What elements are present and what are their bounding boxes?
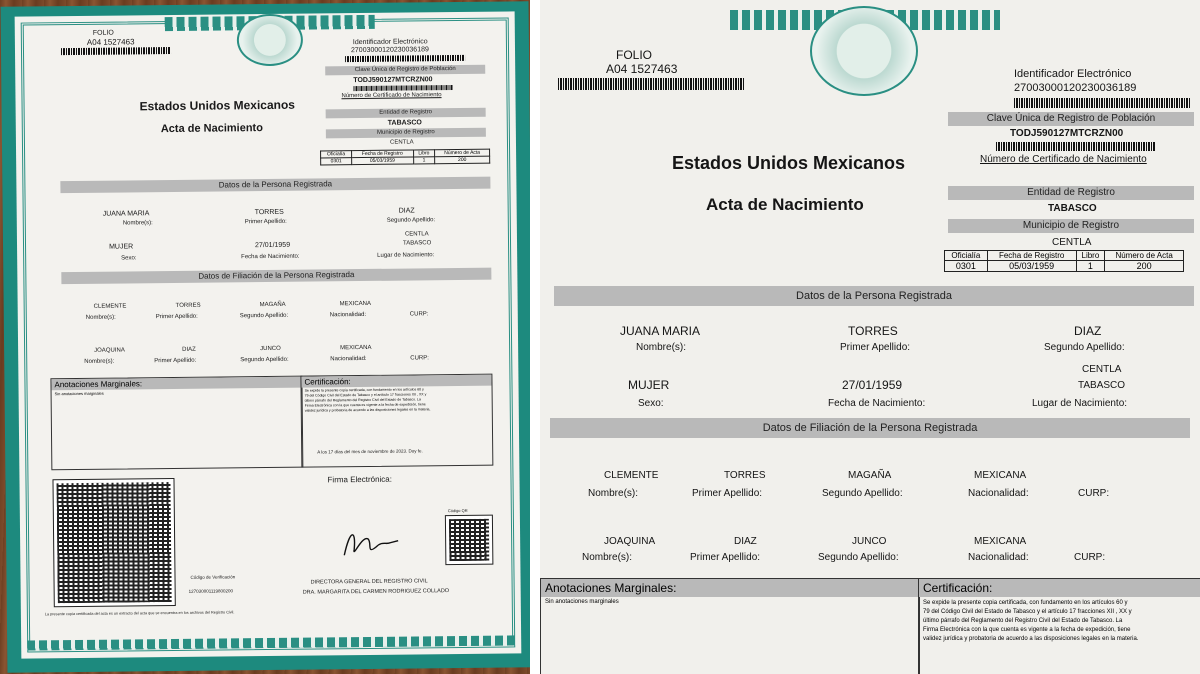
label-fecha: Fecha de Nacimiento: bbox=[241, 253, 300, 261]
section-filiacion-bar: Datos de Filiación de la Persona Registrada bbox=[61, 268, 491, 285]
parent1-label-nacionalidad: Nacionalidad: bbox=[329, 311, 367, 319]
municipio-label-zoom: Municipio de Registro bbox=[948, 219, 1194, 233]
td-numero-acta-zoom: 200 bbox=[1105, 261, 1184, 272]
label-lugar: Lugar de Nacimiento: bbox=[377, 252, 435, 259]
parent1-label-apellido1: Primer Apellido: bbox=[155, 313, 198, 321]
municipio-label: Municipio de Registro bbox=[326, 128, 486, 139]
label-apellido1-zoom: Primer Apellido: bbox=[840, 342, 911, 353]
parent1-nombres-zoom: CLEMENTE bbox=[604, 470, 659, 481]
qr-label: Código QR bbox=[447, 507, 468, 514]
label-sexo: Sexo: bbox=[121, 255, 137, 262]
parent2-apellido1: DIAZ bbox=[182, 346, 196, 353]
td-oficialia: 0301 bbox=[321, 158, 352, 165]
parent1-label-curp: CURP: bbox=[409, 311, 429, 318]
person-sexo-zoom: MUJER bbox=[628, 378, 670, 392]
parent1-label-nacionalidad-zoom: Nacionalidad: bbox=[968, 488, 1029, 499]
folio-label: FOLIO bbox=[92, 29, 114, 37]
th-libro: Libro bbox=[413, 150, 435, 157]
td-libro: 1 bbox=[413, 157, 435, 164]
qr-code-small bbox=[446, 516, 493, 564]
folio-label-zoom: FOLIO bbox=[616, 48, 653, 62]
entidad-value-zoom: TABASCO bbox=[1048, 203, 1097, 214]
curp-barcode bbox=[353, 85, 453, 91]
firma-label: Firma Electrónica: bbox=[327, 474, 393, 485]
person-apellido1-zoom: TORRES bbox=[848, 324, 898, 338]
parent2-label-curp-zoom: CURP: bbox=[1074, 552, 1106, 563]
curp-barcode-zoom bbox=[996, 142, 1156, 151]
folio-number-zoom: A04 1527463 bbox=[606, 62, 678, 76]
birth-certificate-full-view bbox=[1, 1, 536, 672]
parent2-apellido2: JUNCO bbox=[260, 345, 281, 353]
id-number: 27003000120230036189 bbox=[350, 46, 429, 55]
cert-line-2: 79 del Código Civil del Estado de Tabasco y el artículo 17 fracciones XII , XX y bbox=[304, 392, 427, 398]
cert-line-4-zoom: Firma Electrónica con la que cuenta es vigente a la fecha de expedición, tiene bbox=[923, 627, 1131, 633]
cert-line-4: Firma Electrónica con la que cuenta es vigente a la fecha de expedición, tiene bbox=[304, 402, 426, 408]
th-numero-acta-zoom: Número de Acta bbox=[1105, 251, 1184, 261]
person-fecha-zoom: 27/01/1959 bbox=[842, 378, 903, 392]
section-person-bar: Datos de la Persona Registrada bbox=[60, 177, 490, 194]
verif-number: 127030001119800200 bbox=[188, 588, 234, 594]
national-seal-icon-zoom bbox=[810, 6, 918, 96]
anotaciones-label: Anotaciones Marginales: bbox=[51, 377, 301, 391]
cert-text-block bbox=[302, 386, 492, 415]
label-sexo-zoom: Sexo: bbox=[638, 398, 664, 409]
parent1-label-apellido2: Segundo Apellido: bbox=[239, 312, 289, 320]
td-oficialia-zoom: 0301 bbox=[945, 261, 988, 272]
anotaciones-label-zoom: Anotaciones Marginales: bbox=[541, 579, 919, 597]
label-nombres-zoom: Nombre(s): bbox=[636, 342, 687, 353]
td-libro-zoom: 1 bbox=[1076, 261, 1105, 272]
th-fecha-registro: Fecha de Registro bbox=[352, 150, 414, 158]
person-apellido2: DIAZ bbox=[398, 207, 415, 215]
parent2-label-apellido1: Primer Apellido: bbox=[154, 357, 197, 365]
certificate-paper bbox=[15, 11, 522, 658]
cert-date: A los 17 días del mes de noviembre de 2023. Doy fe. bbox=[317, 448, 423, 455]
document-title: Acta de Nacimiento bbox=[160, 122, 263, 136]
anotaciones-box bbox=[50, 376, 303, 471]
th-numero-acta: Número de Acta bbox=[435, 149, 490, 157]
entidad-label-zoom: Entidad de Registro bbox=[948, 186, 1194, 200]
certificacion-label: Certificación: bbox=[301, 375, 491, 388]
label-nombres: Nombre(s): bbox=[122, 220, 153, 227]
parent1-label-nombres-zoom: Nombre(s): bbox=[588, 488, 639, 499]
label-apellido2-zoom: Segundo Apellido: bbox=[1044, 342, 1125, 353]
parent2-label-apellido2-zoom: Segundo Apellido: bbox=[818, 552, 899, 563]
parent2-apellido2-zoom: JUNCO bbox=[852, 536, 887, 547]
municipio-value-zoom: CENTLA bbox=[1052, 237, 1092, 248]
cert-line-3-zoom: último párrafo del Reglamento del Registro Civil del Estado de Tabasco. La bbox=[923, 618, 1123, 624]
id-number-zoom: 27003000120230036189 bbox=[1014, 82, 1137, 94]
parent2-label-nacionalidad-zoom: Nacionalidad: bbox=[968, 552, 1029, 563]
parent1-label-curp-zoom: CURP: bbox=[1078, 488, 1110, 499]
curp-label-zoom: Clave Única de Registro de Población bbox=[948, 112, 1194, 126]
parent2-apellido1-zoom: DIAZ bbox=[734, 536, 757, 547]
country-title-zoom: Estados Unidos Mexicanos bbox=[672, 153, 906, 173]
parent1-nacionalidad: MEXICANA bbox=[339, 300, 372, 308]
section-person-bar-zoom: Datos de la Persona Registrada bbox=[554, 286, 1194, 306]
folio-number: A04 1527463 bbox=[86, 37, 135, 47]
country-title: Estados Unidos Mexicanos bbox=[139, 97, 296, 114]
th-oficialia-zoom: Oficialía bbox=[945, 251, 988, 261]
id-label-zoom: Identificador Electrónico bbox=[1014, 68, 1132, 80]
id-barcode-zoom bbox=[1014, 98, 1190, 108]
curp-value-zoom: TODJ590127MTCRZN00 bbox=[1010, 128, 1124, 139]
td-fecha-registro: 05/03/1959 bbox=[352, 157, 414, 165]
cert-line-5-zoom: validez jurídica y probatoria de acuerdo a las disposiciones legales en la materia. bbox=[923, 636, 1139, 642]
parent1-label-apellido2-zoom: Segundo Apellido: bbox=[822, 488, 903, 499]
director-name: DRA. MARGARITA DEL CARMEN RODRIGUEZ COLLADO bbox=[302, 588, 450, 596]
th-libro-zoom: Libro bbox=[1076, 251, 1105, 261]
parent1-apellido1-zoom: TORRES bbox=[724, 470, 766, 481]
image-divider bbox=[530, 0, 540, 674]
parent1-nombres: CLEMENTE bbox=[93, 303, 127, 310]
verif-label: Código de Verificación bbox=[190, 574, 236, 580]
person-nombres: JUANA MARIA bbox=[102, 210, 150, 218]
parent2-nacionalidad: MEXICANA bbox=[340, 344, 372, 352]
cert-line-5: validez jurídica y probatoria de acuerdo a las disposiciones legales en la materia. bbox=[304, 407, 431, 413]
curp-value: TODJ590127MTCRZN00 bbox=[353, 76, 433, 85]
person-lugar-zoom: TABASCO bbox=[1078, 380, 1126, 391]
th-fecha-registro-zoom: Fecha de Registro bbox=[987, 251, 1076, 261]
anotaciones-note: Sin anotaciones marginales bbox=[54, 390, 104, 397]
parent1-apellido1: TORRES bbox=[175, 302, 201, 309]
parent1-label-apellido1-zoom: Primer Apellido: bbox=[692, 488, 763, 499]
parent2-nacionalidad-zoom: MEXICANA bbox=[974, 536, 1027, 547]
footer-note: La presente copia certificada del acta es un extracto del acta que se encuentra en los archivos del Registro Civil. bbox=[44, 610, 235, 617]
section-filiacion-bar-zoom: Datos de Filiación de la Persona Registrada bbox=[550, 418, 1190, 438]
parent2-label-apellido1-zoom: Primer Apellido: bbox=[690, 552, 761, 563]
person-lugar-municipio: CENTLA bbox=[404, 231, 429, 238]
parent1-label-nombres: Nombre(s): bbox=[85, 314, 116, 321]
director-title: DIRECTORA GENERAL DEL REGISTRO CIVIL bbox=[310, 578, 428, 586]
registration-table bbox=[944, 250, 1184, 272]
birth-certificate-zoomed-view bbox=[540, 0, 1200, 674]
parent2-nombres-zoom: JOAQUINA bbox=[604, 536, 656, 547]
cert-num-label-zoom: Número de Certificado de Nacimiento bbox=[980, 154, 1147, 165]
certificacion-label-zoom: Certificación: bbox=[919, 579, 1200, 597]
registration-table-small bbox=[320, 149, 490, 166]
anotaciones-note-zoom: Sin anotaciones marginales bbox=[545, 599, 619, 605]
folio-barcode bbox=[61, 47, 171, 55]
id-label: Identificador Electrónico bbox=[352, 38, 428, 47]
th-oficialia: Oficialía bbox=[321, 151, 352, 158]
td-fecha-registro-zoom: 05/03/1959 bbox=[987, 261, 1076, 272]
cert-line-3: último párrafo del Reglamento del Registro Civil del Estado de Tabasco. La bbox=[304, 397, 421, 403]
td-numero-acta: 200 bbox=[435, 156, 490, 164]
parent2-label-curp: CURP: bbox=[410, 355, 429, 362]
curp-label: Clave Única de Registro de Población bbox=[325, 65, 485, 76]
cert-line-1: Se expide la presente copia certificada, con fundamento en los artículos 60 y bbox=[304, 387, 424, 393]
municipio-value: CENTLA bbox=[389, 139, 414, 146]
cert-line-2-zoom: 79 del Código Civil del Estado de Tabasco y el artículo 17 fracciones XII , XX y bbox=[923, 609, 1132, 615]
label-lugar-zoom: Lugar de Nacimiento: bbox=[1032, 398, 1128, 409]
person-lugar-municipio-zoom: CENTLA bbox=[1082, 364, 1122, 375]
parent1-apellido2: MAGAÑA bbox=[259, 301, 286, 309]
parent2-label-nombres: Nombre(s): bbox=[84, 358, 115, 365]
label-fecha-zoom: Fecha de Nacimiento: bbox=[828, 398, 926, 409]
person-fecha: 27/01/1959 bbox=[255, 241, 291, 250]
person-nombres-zoom: JUANA MARIA bbox=[620, 324, 701, 338]
person-lugar: TABASCO bbox=[402, 240, 432, 247]
parent2-label-nombres-zoom: Nombre(s): bbox=[582, 552, 633, 563]
parent2-nombres: JOAQUINA bbox=[94, 347, 125, 354]
certificacion-box-zoom bbox=[918, 578, 1200, 674]
id-barcode bbox=[345, 55, 465, 62]
entidad-label: Entidad de Registro bbox=[326, 108, 486, 119]
document-title-zoom: Acta de Nacimiento bbox=[706, 195, 864, 214]
person-apellido2-zoom: DIAZ bbox=[1074, 324, 1102, 338]
parent1-apellido2-zoom: MAGAÑA bbox=[848, 470, 892, 481]
label-apellido1: Primer Apellido: bbox=[244, 218, 287, 226]
parent2-label-apellido2: Segundo Apellido: bbox=[240, 356, 289, 364]
cert-num-label: Número de Certificado de Nacimiento bbox=[341, 92, 442, 100]
parent1-nacionalidad-zoom: MEXICANA bbox=[974, 470, 1027, 481]
cert-text-block-zoom bbox=[919, 597, 1200, 646]
cert-line-1-zoom: Se expide la presente copia certificada, con fundamento en los artículos 60 y bbox=[923, 600, 1128, 606]
person-apellido1: TORRES bbox=[254, 208, 284, 217]
verification-qr-large bbox=[53, 479, 174, 606]
label-apellido2: Segundo Apellido: bbox=[386, 217, 436, 224]
anotaciones-box-zoom bbox=[540, 578, 920, 674]
signature-icon bbox=[340, 525, 400, 562]
person-sexo: MUJER bbox=[109, 243, 134, 251]
entidad-value: TABASCO bbox=[387, 119, 422, 127]
folio-barcode-zoom bbox=[558, 78, 744, 90]
parent2-label-nacionalidad: Nacionalidad: bbox=[330, 355, 367, 363]
